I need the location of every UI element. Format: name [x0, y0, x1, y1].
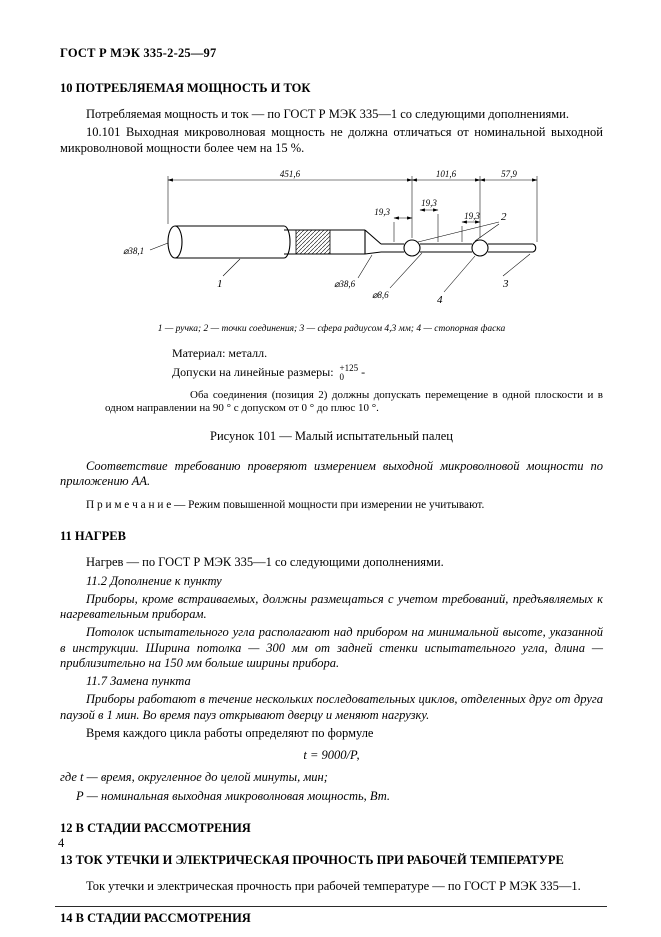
formula-cycle-time: t = 9000/Р,: [303, 748, 360, 763]
paragraph-heating-intro: Нагрев — по ГОСТ Р МЭК 335—1 со следующими дополнениями.: [86, 555, 444, 570]
paragraph-note: П р и м е ч а н и е — Режим повышенной мощности при измерении не учитывают.: [86, 498, 485, 511]
dim-total-length: 451,6: [279, 168, 301, 179]
section-10-title: 10 ПОТРЕБЛЯЕМАЯ МОЩНОСТЬ И ТОК: [60, 81, 311, 95]
callout-sphere: 3: [503, 277, 509, 290]
section-12-title: 12 В СТАДИИ РАССМОТРЕНИЯ: [60, 820, 251, 835]
tip-sphere: [533, 244, 536, 252]
figure-legend: 1 — ручка; 2 — точки соединения; 3 — сфера радиусом 4,3 мм; 4 — стопорная фаска: [157, 323, 506, 334]
paragraph-11-7-head: 11.7 Замена пункта: [86, 674, 191, 689]
knurled-grip: [296, 230, 330, 254]
paragraph-11-7-body: Приборы работают в течение нескольких последовательных циклов, отделенных друг от друга паузой в 1 мин. Во время пауз открывают дверцу и меняют нагрузку.: [60, 692, 603, 722]
figure-material: Материал: металл.: [172, 345, 268, 360]
paragraph-power-intro: Потребляемая мощность и ток — по ГОСТ Р МЭК 335—1 со следующими дополнениями.: [86, 107, 569, 121]
dim-segment-2: 19,3: [421, 197, 437, 208]
section-11-title: 11 НАГРЕВ: [60, 529, 126, 544]
paragraph-10-101: 10.101 Выходная микроволновая мощность не должна отличаться от номинальной выходной микроволновой мощности более чем на 15 %.: [60, 125, 603, 155]
paragraph-cycle-time: Время каждого цикла работы определяют по формуле: [86, 725, 374, 740]
formula-where-t: где t — время, округленное до целой минуты, мин;: [60, 770, 328, 785]
dim-diameter-rod: ⌀8,6: [372, 289, 389, 300]
bottom-rule: [55, 906, 607, 907]
page-number: 4: [58, 836, 65, 850]
paragraph-compliance-check: Соответствие требованию проверяют измерением выходной микроволновой мощности по приложению АА.: [60, 459, 603, 489]
paragraph-11-2-body: Приборы, кроме встраиваемых, должны размещаться с учетом требований, предъявляемых к нагревательным приборам.: [60, 591, 603, 622]
paragraph-ceiling: Потолок испытательного угла располагают над прибором на минимальной высоте, указанной в инструкции. Ширина потолка — 300 мм от задней стенки испытательного угла, длина — приблизительно на 150 мм больше ширины прибора.: [60, 625, 603, 670]
tolerance-lower: 0: [339, 372, 345, 383]
paragraph-11-2-head: 11.2 Дополнение к пункту: [86, 573, 222, 588]
tolerance-stack: [340, 364, 359, 383]
figure-101: [60, 164, 603, 444]
joint-1: [404, 240, 420, 256]
dim-tip-length: 57,9: [501, 168, 517, 179]
callout-chamfer: 4: [437, 293, 443, 306]
dimension-and-leader-lines: [150, 176, 537, 292]
dim-diameter-handle: ⌀38,1: [123, 245, 145, 256]
tolerance-tail: -: [361, 364, 366, 379]
dim-diameter-neck: ⌀38,6: [334, 278, 356, 289]
paragraph-leakage-current: Ток утечки и электрическая прочность при рабочей температуре — по ГОСТ Р МЭК 335—1.: [86, 878, 581, 893]
dim-segment-3: 19,3: [464, 210, 480, 221]
figure-tolerances: [172, 364, 603, 383]
figure-connections-note: Оба соединения (позиция 2) должны допускать перемещение в одной плоскости и в одном направлении на 90 ° с допуском от 0 ° до плюс 10 °.: [105, 388, 603, 415]
test-finger-drawing: [122, 164, 567, 316]
tolerance-label: Допуски на линейные размеры:: [172, 364, 334, 379]
dim-segment-1: 19,3: [374, 206, 390, 217]
section-13-title: 13 ТОК УТЕЧКИ И ЭЛЕКТРИЧЕСКАЯ ПРОЧНОСТЬ ПРИ РАБОЧЕЙ ТЕМПЕРАТУРЕ: [60, 852, 564, 867]
callout-joints: 2: [501, 210, 507, 223]
figure-caption: Рисунок 101 — Малый испытательный палец: [210, 429, 453, 444]
document-content: [60, 46, 603, 937]
joint-2: [472, 240, 488, 256]
section-14-title: 14 В СТАДИИ РАССМОТРЕНИЯ: [60, 911, 251, 926]
callout-handle: 1: [217, 277, 223, 290]
formula-where-p: Р — номинальная выходная микроволновая мощность, Вт.: [76, 788, 391, 803]
finger-body-outline: [168, 226, 536, 258]
dim-mid-length: 101,6: [435, 168, 457, 179]
document-code: ГОСТ Р МЭК 335-2-25—97: [60, 46, 217, 60]
tolerance-upper: +125: [339, 362, 359, 373]
